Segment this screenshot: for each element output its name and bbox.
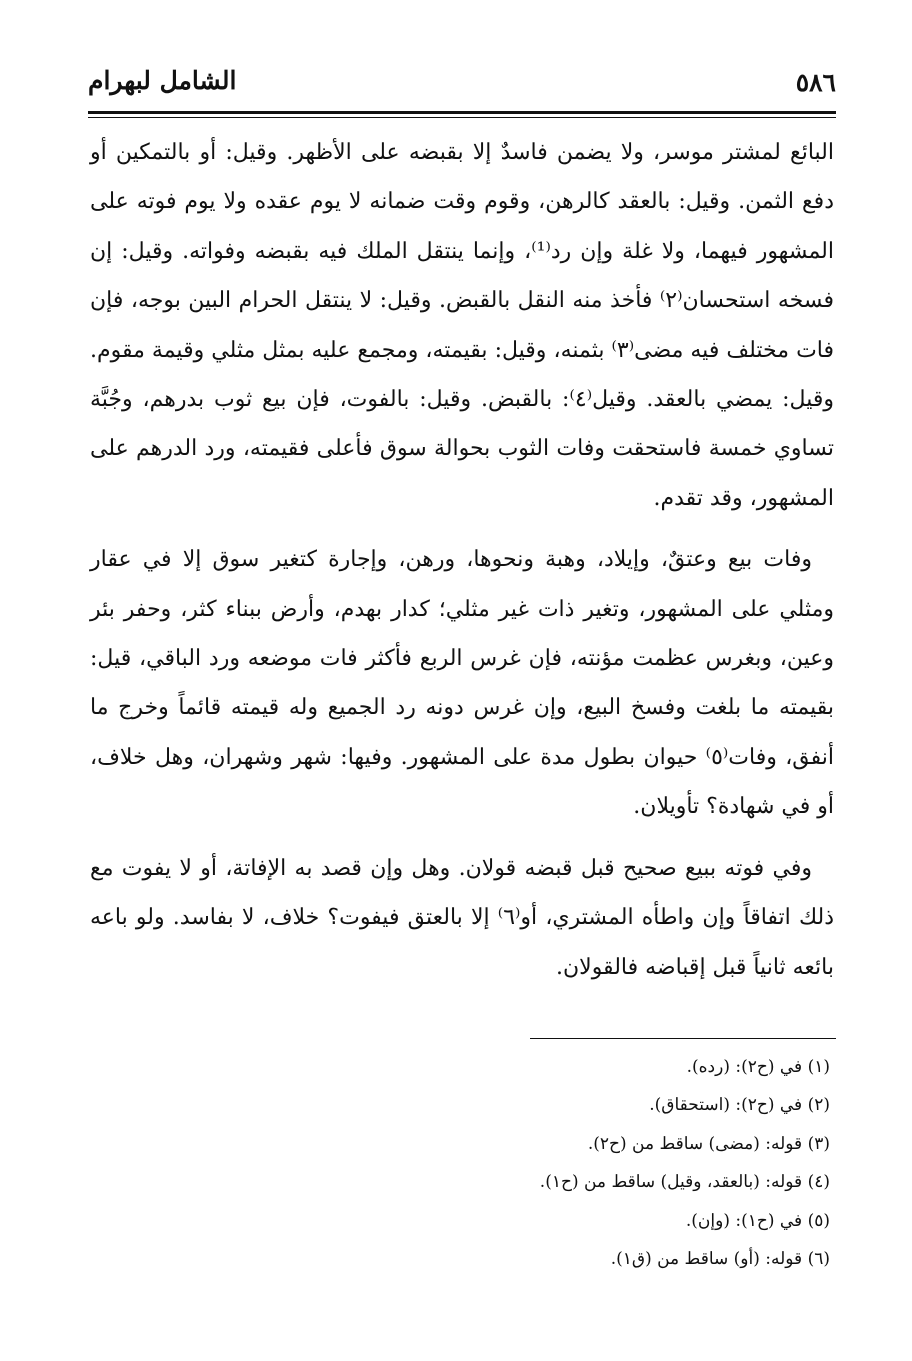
header-divider-thin <box>88 117 836 118</box>
footnotes <box>200 1048 834 1278</box>
footnote: (٦) قوله: (أو) ساقط من (ق١). <box>610 1249 830 1270</box>
header-divider <box>88 111 836 114</box>
book-title: الشامل لبهرام <box>88 66 237 95</box>
footnote-divider <box>530 1038 836 1039</box>
paragraph: البائع لمشتر موسر، ولا يضمن فاسدٌ إلا بقبضه على الأظهر. وقيل: أو بالتمكين أو دفع الثمن. وقيل: بالعقد كالرهن، وقوم وقت ضمانه لا يوم عقده ولا يوم فوته على المشهور فيهما، ولا غلة وإن رد⁽¹⁾، وإنما ينتقل الملك فيه بقبضه وفواته. وقيل: إن فسخه استحسان⁽٢⁾ فأخذ منه النقل بالقبض. وقيل: لا ينتقل الحرام البين بوجه، فإن فات مختلف فيه مضى⁽٣⁾ بثمنه، وقيل: بقيمته، ومجمع عليه بمثل مثلي وقيمة مقوم. وقيل: يمضي بالعقد. وقيل⁽٤⁾: بالقبض. وقيل: بالفوت، فإن بيع ثوب بدرهم، وجُبَّة تساوي خمسة فاستحقت وفات الثوب بحوالة سوق فأعلى فقيمته، ورد الدرهم على المشهور، وقد تقدم. <box>90 140 835 511</box>
paragraph: وفات بيع وعتقٌ، وإيلاد، وهبة ونحوها، ورهن، وإجارة كتغير سوق إلا في عقار ومثلي على المشهور، وتغير ذات غير مثلي؛ كدار بهدم، وأرض ببناء كثر، وحفر بئر وعين، وبغرس عظمت مؤنته، فإن غرس الربع فأكثر فات موضعه ورد الباقي، قيل: بقيمته ما بلغت وفسخ البيع، وإن غرس دونه رد الجميع وله قيمته قائماً وخرج ما أنفق، وفات⁽٥⁾ حيوان بطول مدة على المشهور. وفيها: شهر وشهران، وهل خلاف، أو في شهادة؟ تأويلان. <box>90 547 835 820</box>
footnote: (٢) في (ح٢): (استحقاق). <box>649 1095 830 1116</box>
main-text <box>90 128 834 992</box>
footnote: (٥) في (ح١): (وإن). <box>685 1210 830 1231</box>
footnote: (١) في (ح٢): (رده). <box>686 1057 830 1077</box>
page-header <box>88 62 836 106</box>
footnote: (٤) قوله: (بالعقد، وقيل) ساقط من (ح١). <box>539 1172 830 1193</box>
footnote: (٣) قوله: (مضى) ساقط من (ح٢). <box>587 1133 830 1154</box>
page-number: ٥٨٦ <box>795 68 836 97</box>
paragraph: وفي فوته ببيع صحيح قبل قبضه قولان. وهل وإن قصد به الإفاتة، أو لا يفوت مع ذلك اتفاقاً وإن واطأه المشتري، أو⁽٦⁾ إلا بالعتق فيفوت؟ خلاف، لا بفاسد. ولو باعه بائعه ثانياً قبل إقباضه فالقولان. <box>90 855 834 980</box>
